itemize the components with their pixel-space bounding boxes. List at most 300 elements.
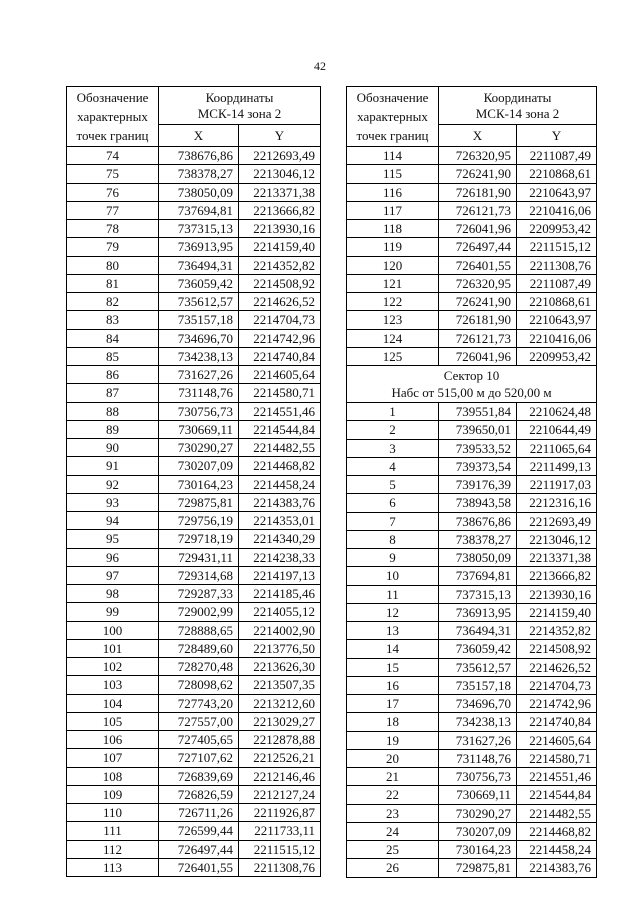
x-coordinate-cell: 731148,76 <box>159 384 239 402</box>
y-coordinate-cell: 2211499,13 <box>517 457 597 475</box>
table-row <box>347 603 597 621</box>
table-row <box>347 749 597 767</box>
y-coordinate-cell: 2211917,03 <box>517 476 597 494</box>
point-number-cell: 79 <box>67 238 159 256</box>
x-coordinate-cell: 726826,59 <box>159 785 239 803</box>
x-coordinate-cell: 726121,73 <box>439 329 517 347</box>
x-coordinate-cell: 738378,27 <box>159 165 239 183</box>
x-coordinate-cell: 738050,09 <box>159 183 239 201</box>
y-coordinate-cell: 2213666,82 <box>517 567 597 585</box>
x-coordinate-cell: 738378,27 <box>439 530 517 548</box>
y-coordinate-cell: 2213776,50 <box>239 639 321 657</box>
table-row <box>347 640 597 658</box>
point-number-cell: 13 <box>347 622 439 640</box>
table-row <box>347 859 597 877</box>
coords-group-header <box>159 87 321 125</box>
point-number-cell: 110 <box>67 804 159 822</box>
table-row <box>67 840 321 858</box>
point-number-cell: 107 <box>67 749 159 767</box>
point-number-cell: 6 <box>347 494 439 512</box>
point-number-cell: 98 <box>67 585 159 603</box>
point-number-cell: 12 <box>347 603 439 621</box>
x-coordinate-cell: 727107,62 <box>159 749 239 767</box>
table-row <box>347 822 597 840</box>
table-row <box>347 274 597 292</box>
table-row <box>67 858 321 876</box>
y-coordinate-cell: 2212146,46 <box>239 767 321 785</box>
x-coordinate-cell: 726041,96 <box>439 347 517 365</box>
table-row <box>347 585 597 603</box>
point-number-cell: 25 <box>347 841 439 859</box>
y-coordinate-cell: 2210416,06 <box>517 201 597 219</box>
table-row <box>67 804 321 822</box>
x-coordinate-cell: 734238,13 <box>159 347 239 365</box>
point-number-cell: 95 <box>67 530 159 548</box>
right-table-body-after-sector <box>347 403 597 878</box>
point-number-cell: 91 <box>67 457 159 475</box>
point-number-cell: 103 <box>67 676 159 694</box>
point-number-cell: 3 <box>347 439 439 457</box>
point-number-cell: 16 <box>347 676 439 694</box>
coordinates-table-left <box>66 86 321 877</box>
table-row <box>67 493 321 511</box>
y-coordinate-cell: 2214383,76 <box>517 859 597 877</box>
point-number-cell: 4 <box>347 457 439 475</box>
x-coordinate-cell: 730164,23 <box>159 475 239 493</box>
x-coordinate-cell: 726181,90 <box>439 183 517 201</box>
point-number-cell: 75 <box>67 165 159 183</box>
x-coordinate-cell: 739373,54 <box>439 457 517 475</box>
x-coordinate-cell: 729756,19 <box>159 512 239 530</box>
table-row <box>347 293 597 311</box>
x-coordinate-cell: 736059,42 <box>159 274 239 292</box>
x-coordinate-cell: 728489,60 <box>159 639 239 657</box>
table-row <box>67 274 321 292</box>
table-row <box>67 767 321 785</box>
table-row <box>67 731 321 749</box>
y-coordinate-cell: 2214353,01 <box>239 512 321 530</box>
y-coordinate-cell: 2214580,71 <box>517 749 597 767</box>
x-coordinate-cell: 737694,81 <box>439 567 517 585</box>
x-coordinate-cell: 736913,95 <box>439 603 517 621</box>
sector-section <box>347 366 597 403</box>
x-coordinate-cell: 734238,13 <box>439 713 517 731</box>
table-row <box>347 512 597 530</box>
table-row <box>67 147 321 165</box>
x-coordinate-cell: 736494,31 <box>439 622 517 640</box>
coords-title-line-2: МСК-14 зона 2 <box>475 105 560 121</box>
y-coordinate-cell: 2214352,82 <box>517 622 597 640</box>
y-coordinate-cell: 2214740,84 <box>239 347 321 365</box>
x-coordinate-cell: 730756,73 <box>439 768 517 786</box>
x-coordinate-cell: 735157,18 <box>159 311 239 329</box>
x-coordinate-cell: 726711,26 <box>159 804 239 822</box>
x-coordinate-cell: 731148,76 <box>439 749 517 767</box>
point-number-cell: 108 <box>67 767 159 785</box>
table-row <box>347 311 597 329</box>
point-number-cell: 74 <box>67 147 159 165</box>
point-number-cell: 118 <box>347 220 439 238</box>
point-number-cell: 86 <box>67 366 159 384</box>
x-coordinate-cell: 726497,44 <box>159 840 239 858</box>
point-number-cell: 19 <box>347 731 439 749</box>
point-label-line-2: характерных <box>357 109 428 124</box>
y-coordinate-cell: 2214458,24 <box>239 475 321 493</box>
y-coordinate-cell: 2214551,46 <box>239 402 321 420</box>
sector-row <box>347 366 597 403</box>
point-number-cell: 89 <box>67 420 159 438</box>
point-label-line-1: Обозначение <box>356 90 429 105</box>
y-coordinate-cell: 2209953,42 <box>517 220 597 238</box>
x-header: X <box>439 125 517 147</box>
table-row <box>347 439 597 457</box>
x-coordinate-cell: 736494,31 <box>159 256 239 274</box>
point-number-cell: 114 <box>347 147 439 165</box>
table-row <box>67 402 321 420</box>
point-number-cell: 24 <box>347 822 439 840</box>
point-number-cell: 84 <box>67 329 159 347</box>
y-coordinate-cell: 2210644,49 <box>517 421 597 439</box>
y-coordinate-cell: 2211515,12 <box>517 238 597 256</box>
y-coordinate-cell: 2213029,27 <box>239 712 321 730</box>
y-coordinate-cell: 2214544,84 <box>239 420 321 438</box>
x-coordinate-cell: 730756,73 <box>159 402 239 420</box>
y-coordinate-cell: 2214704,73 <box>239 311 321 329</box>
x-coordinate-cell: 730290,27 <box>439 804 517 822</box>
y-coordinate-cell: 2214352,82 <box>239 256 321 274</box>
y-coordinate-cell: 2214626,52 <box>239 293 321 311</box>
y-coordinate-cell: 2211087,49 <box>517 147 597 165</box>
x-coordinate-cell: 729002,99 <box>159 603 239 621</box>
point-number-cell: 96 <box>67 548 159 566</box>
coords-title-line-1: Координаты <box>205 89 274 105</box>
point-number-cell: 109 <box>67 785 159 803</box>
x-coordinate-cell: 729875,81 <box>439 859 517 877</box>
point-number-cell: 15 <box>347 658 439 676</box>
coords-group-header <box>439 87 597 125</box>
y-coordinate-cell: 2214340,29 <box>239 530 321 548</box>
point-number-cell: 77 <box>67 201 159 219</box>
y-coordinate-cell: 2212316,16 <box>517 494 597 512</box>
y-coordinate-cell: 2214002,90 <box>239 621 321 639</box>
y-coordinate-cell: 2211308,76 <box>239 858 321 876</box>
table-row <box>347 786 597 804</box>
table-row <box>67 676 321 694</box>
y-coordinate-cell: 2214159,40 <box>517 603 597 621</box>
x-coordinate-cell: 726320,95 <box>439 274 517 292</box>
y-coordinate-cell: 2214742,96 <box>517 695 597 713</box>
x-coordinate-cell: 739650,01 <box>439 421 517 439</box>
y-coordinate-cell: 2214468,82 <box>239 457 321 475</box>
coords-title-line-2: МСК-14 зона 2 <box>197 105 282 121</box>
y-coordinate-cell: 2214055,12 <box>239 603 321 621</box>
point-number-cell: 99 <box>67 603 159 621</box>
y-coordinate-cell: 2210624,48 <box>517 403 597 421</box>
x-coordinate-cell: 731627,26 <box>439 731 517 749</box>
x-coordinate-cell: 729875,81 <box>159 493 239 511</box>
point-number-cell: 87 <box>67 384 159 402</box>
point-number-cell: 26 <box>347 859 439 877</box>
table-row <box>347 622 597 640</box>
point-label-line-3: точек границ <box>356 128 429 143</box>
x-coordinate-cell: 737315,13 <box>439 585 517 603</box>
y-coordinate-cell: 2214551,46 <box>517 768 597 786</box>
x-coordinate-cell: 738050,09 <box>439 549 517 567</box>
y-coordinate-cell: 2210868,61 <box>517 293 597 311</box>
table-row <box>347 256 597 274</box>
x-coordinate-cell: 737315,13 <box>159 220 239 238</box>
point-number-cell: 124 <box>347 329 439 347</box>
table-row <box>347 147 597 165</box>
table-row <box>67 457 321 475</box>
table-row <box>347 567 597 585</box>
table-row <box>67 238 321 256</box>
point-number-cell: 111 <box>67 822 159 840</box>
point-label-line-2: характерных <box>77 109 148 124</box>
point-number-cell: 116 <box>347 183 439 201</box>
point-number-cell: 122 <box>347 293 439 311</box>
x-coordinate-cell: 734696,70 <box>439 695 517 713</box>
point-number-cell: 100 <box>67 621 159 639</box>
y-coordinate-cell: 2214704,73 <box>517 676 597 694</box>
x-coordinate-cell: 730290,27 <box>159 439 239 457</box>
table-row <box>67 749 321 767</box>
point-number-cell: 113 <box>67 858 159 876</box>
point-number-cell: 120 <box>347 256 439 274</box>
table-row <box>67 475 321 493</box>
table-row <box>347 841 597 859</box>
x-coordinate-cell: 726497,44 <box>439 238 517 256</box>
x-coordinate-cell: 726839,69 <box>159 767 239 785</box>
x-coordinate-cell: 727405,65 <box>159 731 239 749</box>
point-number-cell: 125 <box>347 347 439 365</box>
table-row <box>67 220 321 238</box>
table-row <box>347 768 597 786</box>
table-row <box>67 420 321 438</box>
point-number-cell: 97 <box>67 566 159 584</box>
table-row <box>347 457 597 475</box>
y-coordinate-cell: 2211733,11 <box>239 822 321 840</box>
y-coordinate-cell: 2210868,61 <box>517 165 597 183</box>
point-number-cell: 102 <box>67 658 159 676</box>
y-coordinate-cell: 2210416,06 <box>517 329 597 347</box>
x-coordinate-cell: 734696,70 <box>159 329 239 347</box>
table-row <box>67 311 321 329</box>
table-row <box>347 676 597 694</box>
x-coordinate-cell: 728098,62 <box>159 676 239 694</box>
table-row <box>67 439 321 457</box>
table-row <box>67 256 321 274</box>
table-row <box>67 384 321 402</box>
y-coordinate-cell: 2214468,82 <box>517 822 597 840</box>
x-coordinate-cell: 729718,19 <box>159 530 239 548</box>
left-table-body <box>67 147 321 877</box>
point-number-cell: 18 <box>347 713 439 731</box>
point-number-cell: 115 <box>347 165 439 183</box>
y-coordinate-cell: 2211308,76 <box>517 256 597 274</box>
table-row <box>347 476 597 494</box>
x-coordinate-cell: 726241,90 <box>439 165 517 183</box>
point-number-cell: 104 <box>67 694 159 712</box>
table-row <box>347 183 597 201</box>
point-number-cell: 78 <box>67 220 159 238</box>
point-number-cell: 9 <box>347 549 439 567</box>
y-coordinate-cell: 2212878,88 <box>239 731 321 749</box>
x-coordinate-cell: 735157,18 <box>439 676 517 694</box>
table-row <box>347 421 597 439</box>
x-coordinate-cell: 726401,55 <box>159 858 239 876</box>
x-coordinate-cell: 727557,00 <box>159 712 239 730</box>
y-coordinate-cell: 2211087,49 <box>517 274 597 292</box>
point-number-cell: 2 <box>347 421 439 439</box>
point-number-cell: 76 <box>67 183 159 201</box>
point-number-cell: 101 <box>67 639 159 657</box>
y-coordinate-cell: 2214185,46 <box>239 585 321 603</box>
x-coordinate-cell: 726181,90 <box>439 311 517 329</box>
x-coordinate-cell: 726121,73 <box>439 201 517 219</box>
table-row <box>347 713 597 731</box>
table-row <box>67 621 321 639</box>
point-number-cell: 123 <box>347 311 439 329</box>
table-row <box>67 347 321 365</box>
table-row <box>347 403 597 421</box>
x-coordinate-cell: 728888,65 <box>159 621 239 639</box>
coords-title-line-1: Координаты <box>483 89 552 105</box>
point-number-cell: 121 <box>347 274 439 292</box>
y-coordinate-cell: 2214742,96 <box>239 329 321 347</box>
point-number-cell: 5 <box>347 476 439 494</box>
table-row <box>347 201 597 219</box>
point-label-header <box>347 87 439 147</box>
y-coordinate-cell: 2209953,42 <box>517 347 597 365</box>
table-row <box>67 658 321 676</box>
point-number-cell: 119 <box>347 238 439 256</box>
table-row <box>67 603 321 621</box>
x-coordinate-cell: 739551,84 <box>439 403 517 421</box>
x-coordinate-cell: 726401,55 <box>439 256 517 274</box>
table-row <box>347 494 597 512</box>
x-coordinate-cell: 727743,20 <box>159 694 239 712</box>
x-coordinate-cell: 731627,26 <box>159 366 239 384</box>
y-coordinate-cell: 2214482,55 <box>517 804 597 822</box>
x-coordinate-cell: 739176,39 <box>439 476 517 494</box>
point-number-cell: 10 <box>347 567 439 585</box>
y-coordinate-cell: 2213046,12 <box>239 165 321 183</box>
x-coordinate-cell: 736913,95 <box>159 238 239 256</box>
sector-subtitle: Набс от 515,00 м до 520,00 м <box>391 385 552 400</box>
table-row <box>347 658 597 676</box>
y-coordinate-cell: 2213046,12 <box>517 530 597 548</box>
y-coordinate-cell: 2212526,21 <box>239 749 321 767</box>
y-coordinate-cell: 2213626,30 <box>239 658 321 676</box>
point-number-cell: 80 <box>67 256 159 274</box>
table-row <box>67 183 321 201</box>
table-row <box>347 549 597 567</box>
x-coordinate-cell: 726320,95 <box>439 147 517 165</box>
x-coordinate-cell: 738676,86 <box>159 147 239 165</box>
y-coordinate-cell: 2211515,12 <box>239 840 321 858</box>
table-row <box>67 548 321 566</box>
x-coordinate-cell: 730164,23 <box>439 841 517 859</box>
table-row <box>67 366 321 384</box>
table-row <box>347 220 597 238</box>
table-row <box>67 566 321 584</box>
table-row <box>67 785 321 803</box>
point-number-cell: 106 <box>67 731 159 749</box>
table-row <box>67 293 321 311</box>
point-label-line-1: Обозначение <box>76 90 149 105</box>
y-coordinate-cell: 2213930,16 <box>517 585 597 603</box>
point-number-cell: 112 <box>67 840 159 858</box>
x-coordinate-cell: 735612,57 <box>439 658 517 676</box>
point-number-cell: 20 <box>347 749 439 767</box>
y-coordinate-cell: 2212693,49 <box>239 147 321 165</box>
y-coordinate-cell: 2213371,38 <box>517 549 597 567</box>
y-coordinate-cell: 2211926,87 <box>239 804 321 822</box>
table-row <box>347 165 597 183</box>
point-number-cell: 93 <box>67 493 159 511</box>
point-number-cell: 88 <box>67 402 159 420</box>
table-row <box>67 585 321 603</box>
x-coordinate-cell: 739533,52 <box>439 439 517 457</box>
right-table-body-before-sector <box>347 147 597 366</box>
y-header: Y <box>239 125 321 147</box>
y-coordinate-cell: 2214580,71 <box>239 384 321 402</box>
y-coordinate-cell: 2213371,38 <box>239 183 321 201</box>
x-coordinate-cell: 730207,09 <box>159 457 239 475</box>
y-coordinate-cell: 2212693,49 <box>517 512 597 530</box>
x-header: X <box>159 125 239 147</box>
point-number-cell: 85 <box>67 347 159 365</box>
table-row <box>347 695 597 713</box>
point-number-cell: 8 <box>347 530 439 548</box>
x-coordinate-cell: 738676,86 <box>439 512 517 530</box>
x-coordinate-cell: 729431,11 <box>159 548 239 566</box>
table-row <box>347 804 597 822</box>
point-label-line-3: точек границ <box>76 128 149 143</box>
point-number-cell: 22 <box>347 786 439 804</box>
sector-cell <box>347 366 597 403</box>
y-coordinate-cell: 2214508,92 <box>239 274 321 292</box>
y-coordinate-cell: 2214458,24 <box>517 841 597 859</box>
y-coordinate-cell: 2213930,16 <box>239 220 321 238</box>
y-coordinate-cell: 2210643,97 <box>517 183 597 201</box>
x-coordinate-cell: 726599,44 <box>159 822 239 840</box>
table-row <box>67 639 321 657</box>
point-number-cell: 83 <box>67 311 159 329</box>
x-coordinate-cell: 726041,96 <box>439 220 517 238</box>
point-number-cell: 90 <box>67 439 159 457</box>
sector-title: Сектор 10 <box>443 368 500 383</box>
coordinates-table-right <box>346 86 597 878</box>
table-row <box>347 530 597 548</box>
y-coordinate-cell: 2214740,84 <box>517 713 597 731</box>
point-number-cell: 11 <box>347 585 439 603</box>
x-coordinate-cell: 735612,57 <box>159 293 239 311</box>
x-coordinate-cell: 728270,48 <box>159 658 239 676</box>
y-coordinate-cell: 2214626,52 <box>517 658 597 676</box>
point-number-cell: 81 <box>67 274 159 292</box>
table-row <box>347 347 597 365</box>
table-row <box>67 165 321 183</box>
x-coordinate-cell: 730669,11 <box>439 786 517 804</box>
point-number-cell: 92 <box>67 475 159 493</box>
point-number-cell: 23 <box>347 804 439 822</box>
y-coordinate-cell: 2212127,24 <box>239 785 321 803</box>
table-row <box>67 201 321 219</box>
table-row <box>347 238 597 256</box>
y-coordinate-cell: 2214544,84 <box>517 786 597 804</box>
